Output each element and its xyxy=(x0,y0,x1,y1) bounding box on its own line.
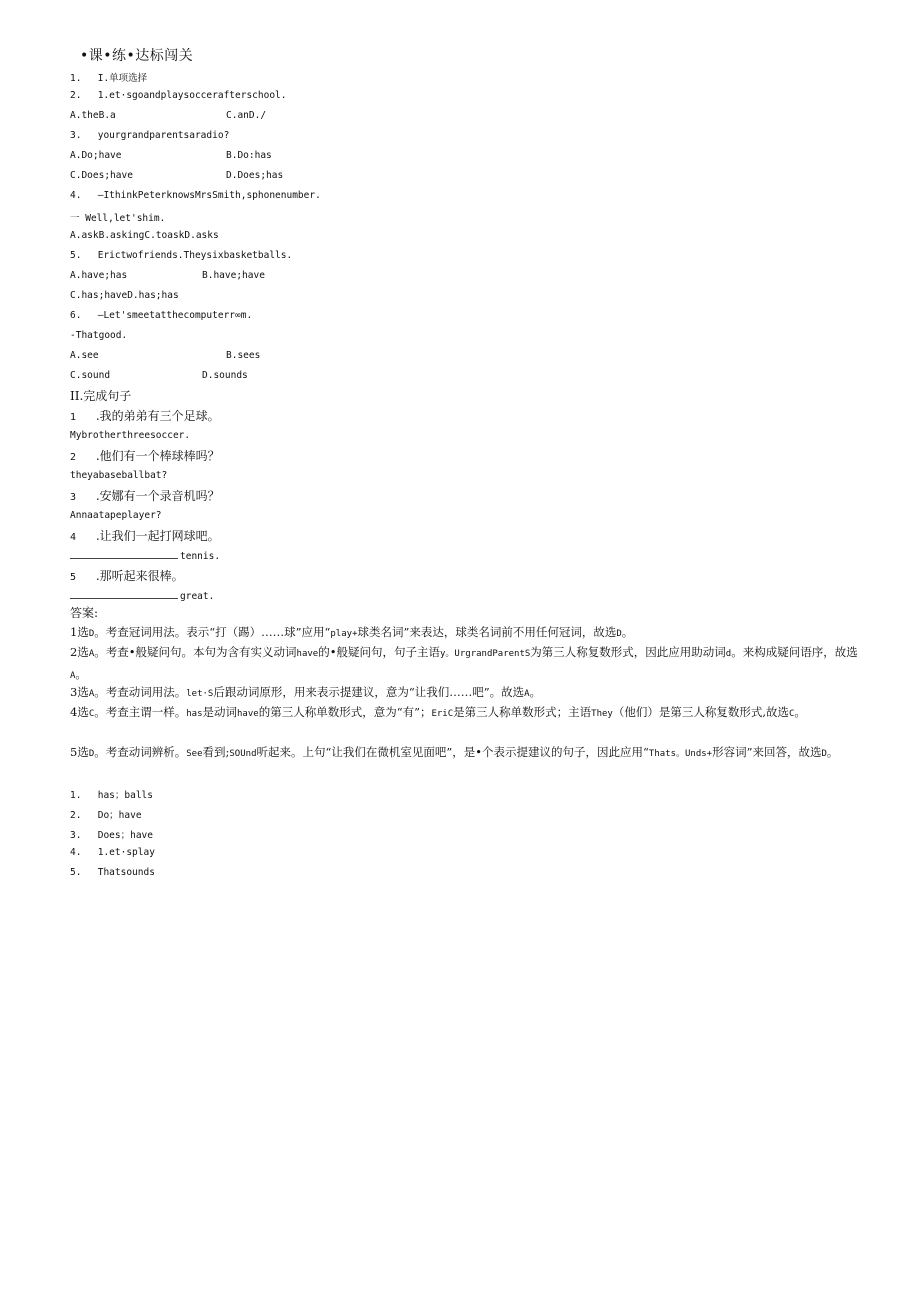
option: A.see xyxy=(70,350,99,361)
option: C.has;haveD.has;has xyxy=(70,290,179,301)
explanation-text: 。 xyxy=(794,705,806,719)
line-number: 3. xyxy=(70,130,82,141)
sentence-cn xyxy=(70,567,184,584)
explanation-text: 看到; xyxy=(202,745,230,759)
sentence-text: .他们有一个棒球棒吗？ xyxy=(95,449,220,463)
line-number: 2. xyxy=(70,90,82,101)
explanation-term: d xyxy=(725,649,732,659)
answer-list-item xyxy=(70,847,155,858)
reply-text: 一 Well,let'shim. xyxy=(70,213,166,224)
answer-letter: A xyxy=(70,671,76,681)
explanation-text: 。考查•般疑问句。本句为含有实义动词 xyxy=(94,645,297,659)
answers-heading: 答案: xyxy=(70,606,99,620)
explanation-text: 。 xyxy=(621,625,634,639)
question-5 xyxy=(70,250,292,261)
answer-letter: A xyxy=(88,689,95,699)
explanation-text: 球类名词”来表达，球类名词前不用任何冠词，故选 xyxy=(357,625,617,639)
answer-blank[interactable] xyxy=(70,550,178,559)
answer-letter: A xyxy=(524,689,530,699)
explanation-text: 。 xyxy=(826,745,839,759)
answer-letter: D xyxy=(88,629,95,639)
option: C.sound xyxy=(70,370,111,381)
answer-list-item xyxy=(70,787,153,801)
answer-text: Do；have xyxy=(97,810,142,821)
answer-explanation-5 xyxy=(70,742,870,764)
option: A.theB.a xyxy=(70,110,116,121)
answer-lead: 1选 xyxy=(70,625,89,639)
page-title: •课•练•达标闯关 xyxy=(80,48,194,64)
explanation-text: 形容词”来回答，故选 xyxy=(712,745,822,759)
option: B.have;have xyxy=(202,270,265,281)
answer-lead: 2选 xyxy=(70,645,89,659)
option: C.anD./ xyxy=(226,110,267,121)
line-number: 4. xyxy=(70,190,82,201)
sentence-cn xyxy=(70,447,220,464)
line-number: 6. xyxy=(70,310,82,321)
explanation-term: let·S xyxy=(186,689,214,699)
option: C.Does;have xyxy=(70,170,133,181)
option: A.have;has xyxy=(70,270,128,281)
explanation-term: EriC xyxy=(431,709,454,719)
line-number: 3. xyxy=(70,830,82,841)
explanation-text: （他们）是第三人称复数形式,故选 xyxy=(612,705,789,719)
answer-blank[interactable] xyxy=(70,590,178,599)
option: B.sees xyxy=(226,350,261,361)
sentence-en xyxy=(70,590,214,602)
explanation-text: 听起来。上句“让我们在微机室见面吧”，是•个表示提建议的句子，因此应用“ xyxy=(256,745,649,759)
section-heading xyxy=(70,70,147,84)
answer-lead: 5选 xyxy=(70,745,89,759)
question-6 xyxy=(70,310,252,321)
question-text: —Let'smeetatthecomputerr∞m. xyxy=(97,310,253,321)
answer-explanation-2 xyxy=(70,642,870,686)
option: A.Do;have xyxy=(70,150,122,161)
explanation-term: have xyxy=(296,649,319,659)
answer-letter: A xyxy=(88,649,95,659)
sentence-text: tennis. xyxy=(180,551,221,562)
sentence-en: theyabaseballbat? xyxy=(70,470,168,481)
sentence-cn xyxy=(70,527,220,544)
explanation-text: 的第三人称单数形式，意为“有”； xyxy=(258,705,432,719)
explanation-text: 。 xyxy=(529,685,542,699)
answer-list-item xyxy=(70,827,153,841)
explanation-term: y。UrgrandParentS xyxy=(440,649,531,659)
line-number: 4. xyxy=(70,847,82,858)
answer-explanation-4 xyxy=(70,702,870,724)
question-text: —IthinkPeterknowsMrsSmith,sphonenumber. xyxy=(97,190,321,201)
explanation-term: They xyxy=(591,709,613,719)
answer-list-item xyxy=(70,807,142,821)
answer-list-item xyxy=(70,867,155,878)
sentence-en: Annaatapeplayer? xyxy=(70,510,162,521)
sentence-cn xyxy=(70,407,220,424)
sentence-text: .让我们一起打网球吧。 xyxy=(95,529,220,543)
heading-text: I.单项选择 xyxy=(97,73,148,84)
explanation-text: 。考查动词辨析。 xyxy=(94,745,187,759)
sentence-text: .我的弟弟有三个足球。 xyxy=(95,409,220,423)
question-3 xyxy=(70,130,229,141)
answer-text: Thatsounds xyxy=(97,867,155,878)
question-text: Erictwofriends.Theysixbasketballs. xyxy=(97,250,293,261)
answer-letter: D xyxy=(821,749,827,759)
option: D.sounds xyxy=(202,370,248,381)
line-number: 5. xyxy=(70,867,82,878)
answer-letter: C xyxy=(789,709,795,719)
answer-letter: C xyxy=(88,709,95,719)
explanation-text: 是第三人称单数形式；主语 xyxy=(453,705,592,719)
line-number: 5. xyxy=(70,250,82,261)
line-number: 1. xyxy=(70,73,82,84)
line-number: 5 xyxy=(70,572,77,583)
answer-explanation-1 xyxy=(70,622,870,644)
explanation-text: 。来构成疑问语序，故选 xyxy=(731,645,858,659)
answer-letter: D xyxy=(616,629,622,639)
explanation-text: 。 xyxy=(75,667,87,681)
answer-text: 1.et·splay xyxy=(97,847,155,858)
answer-text: Does；have xyxy=(97,830,153,841)
options-row xyxy=(70,110,116,121)
sentence-text: .安娜有一个录音机吗？ xyxy=(95,489,220,503)
explanation-term: has xyxy=(186,709,203,719)
explanation-term: SOUnd xyxy=(229,749,257,759)
option: A.askB.askingC.toaskD.asks xyxy=(70,230,219,241)
reply-text: -Thatgood. xyxy=(70,330,128,341)
line-number: 2 xyxy=(70,452,77,463)
line-number: 4 xyxy=(70,532,77,543)
option: B.Do:has xyxy=(226,150,272,161)
explanation-term: See xyxy=(186,749,203,759)
question-4 xyxy=(70,190,321,201)
line-number: 1 xyxy=(70,412,77,423)
question-text: 1.et·sgoandplaysoccerafterschool. xyxy=(97,90,287,101)
sentence-cn xyxy=(70,487,220,504)
answer-letter: D xyxy=(88,749,95,759)
explanation-text: 。考查主谓一样。 xyxy=(94,705,187,719)
line-number: 1. xyxy=(70,790,82,801)
answer-text: has；balls xyxy=(97,790,153,801)
sentence-en: Mybrotherthreesoccer. xyxy=(70,430,191,441)
explanation-text: 。考查冠词用法。表示“打（踢）……球”应用“ xyxy=(94,625,331,639)
answer-lead: 4选 xyxy=(70,705,89,719)
explanation-term: have xyxy=(237,709,259,719)
option: D.Does;has xyxy=(226,170,284,181)
question-2 xyxy=(70,90,286,101)
explanation-text: 。考查动词用法。 xyxy=(94,685,187,699)
sentence-text: .那听起来很棒。 xyxy=(95,569,184,583)
question-text: yourgrandparentsaradio? xyxy=(97,130,230,141)
explanation-text: 的•般疑问句，句子主语 xyxy=(318,645,441,659)
line-number: 2. xyxy=(70,810,82,821)
sentence-text: great. xyxy=(180,591,215,602)
explanation-term: Thats。Unds+ xyxy=(648,749,713,759)
line-number: 3 xyxy=(70,492,77,503)
explanation-text: 后跟动词原形，用来表示提建议，意为“让我们……吧”。故选 xyxy=(213,685,525,699)
answer-explanation-3 xyxy=(70,682,870,704)
explanation-text: 是动词 xyxy=(202,705,238,719)
explanation-text: 为第三人称复数形式，因此应用助动词 xyxy=(530,645,726,659)
explanation-term: play+ xyxy=(330,629,358,639)
answer-lead: 3选 xyxy=(70,685,89,699)
section-heading: II.完成句子 xyxy=(70,389,132,403)
sentence-en xyxy=(70,550,220,562)
